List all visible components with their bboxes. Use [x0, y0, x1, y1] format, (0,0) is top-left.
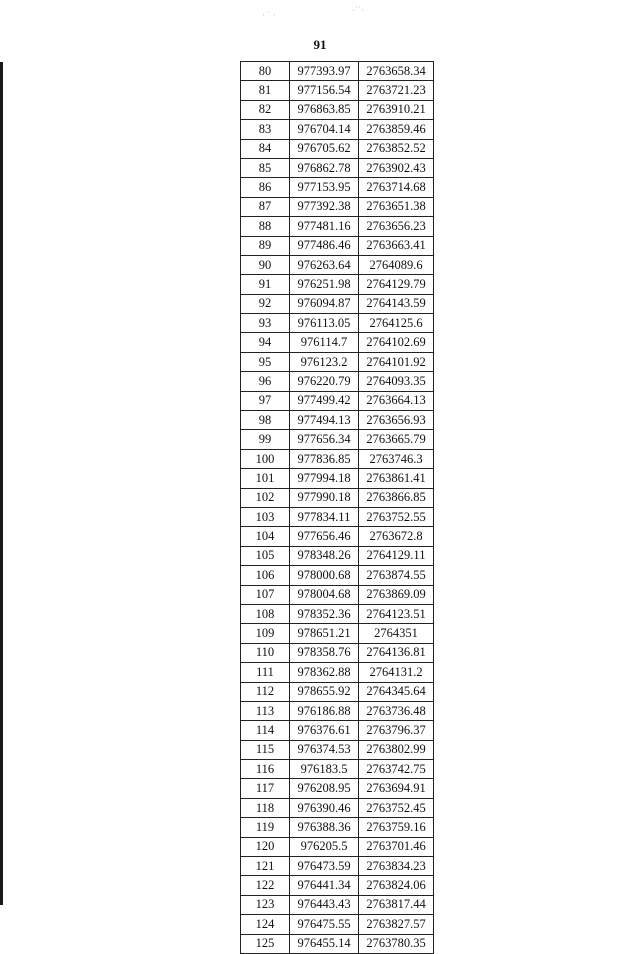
table-row — [241, 255, 434, 274]
y-coordinate-cell: 2764102.69 — [359, 333, 434, 352]
scan-edge-border — [0, 62, 3, 905]
x-coordinate-cell: 976863.85 — [290, 100, 359, 119]
table-row — [241, 624, 434, 643]
y-coordinate-cell: 2763866.85 — [359, 488, 434, 507]
x-coordinate-cell: 977499.42 — [290, 391, 359, 410]
y-coordinate-cell: 2763663.41 — [359, 236, 434, 255]
table-row — [241, 314, 434, 333]
x-coordinate-cell: 978655.92 — [290, 682, 359, 701]
x-coordinate-cell: 978651.21 — [290, 624, 359, 643]
point-number-cell: 84 — [241, 139, 290, 158]
point-number-cell: 109 — [241, 624, 290, 643]
y-coordinate-cell: 2763714.68 — [359, 178, 434, 197]
point-number-cell: 111 — [241, 663, 290, 682]
x-coordinate-cell: 978358.76 — [290, 643, 359, 662]
y-coordinate-cell: 2764089.6 — [359, 255, 434, 274]
table-row — [241, 721, 434, 740]
y-coordinate-cell: 2764143.59 — [359, 294, 434, 313]
point-number-cell: 125 — [241, 934, 290, 953]
point-number-cell: 108 — [241, 604, 290, 623]
x-coordinate-cell: 977836.85 — [290, 449, 359, 468]
point-number-cell: 115 — [241, 740, 290, 759]
x-coordinate-cell: 977834.11 — [290, 507, 359, 526]
y-coordinate-cell: 2763656.23 — [359, 217, 434, 236]
table-row — [241, 663, 434, 682]
table-row — [241, 100, 434, 119]
y-coordinate-cell: 2763665.79 — [359, 430, 434, 449]
point-number-cell: 94 — [241, 333, 290, 352]
y-coordinate-cell: 2763834.23 — [359, 857, 434, 876]
table-row — [241, 217, 434, 236]
point-number-cell: 90 — [241, 255, 290, 274]
x-coordinate-cell: 976388.36 — [290, 818, 359, 837]
x-coordinate-cell: 978362.88 — [290, 663, 359, 682]
y-coordinate-cell: 2764129.79 — [359, 275, 434, 294]
point-number-cell: 97 — [241, 391, 290, 410]
y-coordinate-cell: 2764345.64 — [359, 682, 434, 701]
y-coordinate-cell: 2764129.11 — [359, 546, 434, 565]
y-coordinate-cell: 2763759.16 — [359, 818, 434, 837]
y-coordinate-cell: 2763752.55 — [359, 507, 434, 526]
y-coordinate-cell: 2763910.21 — [359, 100, 434, 119]
y-coordinate-cell: 2763902.43 — [359, 158, 434, 177]
point-number-cell: 117 — [241, 779, 290, 798]
x-coordinate-cell: 976186.88 — [290, 701, 359, 720]
x-coordinate-cell: 977481.16 — [290, 217, 359, 236]
table-row — [241, 333, 434, 352]
x-coordinate-cell: 976443.43 — [290, 895, 359, 914]
table-row — [241, 275, 434, 294]
table-row — [241, 469, 434, 488]
x-coordinate-cell: 976390.46 — [290, 798, 359, 817]
y-coordinate-cell: 2763827.57 — [359, 915, 434, 934]
x-coordinate-cell: 976455.14 — [290, 934, 359, 953]
x-coordinate-cell: 976205.5 — [290, 837, 359, 856]
point-number-cell: 110 — [241, 643, 290, 662]
point-number-cell: 124 — [241, 915, 290, 934]
point-number-cell: 103 — [241, 507, 290, 526]
table-row — [241, 411, 434, 430]
point-number-cell: 98 — [241, 411, 290, 430]
y-coordinate-cell: 2763869.09 — [359, 585, 434, 604]
point-number-cell: 100 — [241, 449, 290, 468]
table-row — [241, 934, 434, 953]
point-number-cell: 81 — [241, 81, 290, 100]
y-coordinate-cell: 2763672.8 — [359, 527, 434, 546]
point-number-cell: 121 — [241, 857, 290, 876]
table-row — [241, 566, 434, 585]
table-row — [241, 682, 434, 701]
point-number-cell: 118 — [241, 798, 290, 817]
y-coordinate-cell: 2763746.3 — [359, 449, 434, 468]
point-number-cell: 83 — [241, 120, 290, 139]
x-coordinate-cell: 978000.68 — [290, 566, 359, 585]
x-coordinate-cell: 976374.53 — [290, 740, 359, 759]
coordinates-table-body — [241, 62, 434, 954]
y-coordinate-cell: 2763721.23 — [359, 81, 434, 100]
x-coordinate-cell: 977486.46 — [290, 236, 359, 255]
point-number-cell: 116 — [241, 760, 290, 779]
x-coordinate-cell: 976123.2 — [290, 352, 359, 371]
table-row — [241, 857, 434, 876]
table-row — [241, 701, 434, 720]
table-row — [241, 507, 434, 526]
x-coordinate-cell: 977656.46 — [290, 527, 359, 546]
y-coordinate-cell: 2763874.55 — [359, 566, 434, 585]
x-coordinate-cell: 976183.5 — [290, 760, 359, 779]
x-coordinate-cell: 976113.05 — [290, 314, 359, 333]
scan-noise: · ˙ · — [262, 10, 276, 20]
x-coordinate-cell: 977990.18 — [290, 488, 359, 507]
y-coordinate-cell: 2763658.34 — [359, 62, 434, 81]
point-number-cell: 86 — [241, 178, 290, 197]
y-coordinate-cell: 2763656.93 — [359, 411, 434, 430]
x-coordinate-cell: 977153.95 — [290, 178, 359, 197]
table-row — [241, 197, 434, 216]
y-coordinate-cell: 2764123.51 — [359, 604, 434, 623]
x-coordinate-cell: 977656.34 — [290, 430, 359, 449]
x-coordinate-cell: 977392.38 — [290, 197, 359, 216]
table-row — [241, 915, 434, 934]
x-coordinate-cell: 977994.18 — [290, 469, 359, 488]
point-number-cell: 91 — [241, 275, 290, 294]
x-coordinate-cell: 976094.87 — [290, 294, 359, 313]
x-coordinate-cell: 978348.26 — [290, 546, 359, 565]
point-number-cell: 95 — [241, 352, 290, 371]
x-coordinate-cell: 976114.7 — [290, 333, 359, 352]
table-row — [241, 372, 434, 391]
point-number-cell: 92 — [241, 294, 290, 313]
table-row — [241, 449, 434, 468]
y-coordinate-cell: 2763796.37 — [359, 721, 434, 740]
point-number-cell: 102 — [241, 488, 290, 507]
point-number-cell: 113 — [241, 701, 290, 720]
table-row — [241, 294, 434, 313]
point-number-cell: 85 — [241, 158, 290, 177]
x-coordinate-cell: 976208.95 — [290, 779, 359, 798]
point-number-cell: 96 — [241, 372, 290, 391]
y-coordinate-cell: 2763752.45 — [359, 798, 434, 817]
y-coordinate-cell: 2763859.46 — [359, 120, 434, 139]
y-coordinate-cell: 2764351 — [359, 624, 434, 643]
y-coordinate-cell: 2764136.81 — [359, 643, 434, 662]
x-coordinate-cell: 976263.64 — [290, 255, 359, 274]
table-row — [241, 643, 434, 662]
table-row — [241, 585, 434, 604]
y-coordinate-cell: 2763701.46 — [359, 837, 434, 856]
y-coordinate-cell: 2764131.2 — [359, 663, 434, 682]
table-row — [241, 604, 434, 623]
y-coordinate-cell: 2763824.06 — [359, 876, 434, 895]
y-coordinate-cell: 2763651.38 — [359, 197, 434, 216]
y-coordinate-cell: 2763736.48 — [359, 701, 434, 720]
y-coordinate-cell: 2763780.35 — [359, 934, 434, 953]
table-row — [241, 62, 434, 81]
table-row — [241, 876, 434, 895]
table-row — [241, 837, 434, 856]
coordinates-table — [240, 61, 434, 954]
table-row — [241, 391, 434, 410]
point-number-cell: 112 — [241, 682, 290, 701]
table-row — [241, 527, 434, 546]
point-number-cell: 89 — [241, 236, 290, 255]
table-row — [241, 546, 434, 565]
y-coordinate-cell: 2764125.6 — [359, 314, 434, 333]
table-row — [241, 798, 434, 817]
point-number-cell: 106 — [241, 566, 290, 585]
point-number-cell: 87 — [241, 197, 290, 216]
point-number-cell: 99 — [241, 430, 290, 449]
table-row — [241, 760, 434, 779]
x-coordinate-cell: 976376.61 — [290, 721, 359, 740]
point-number-cell: 114 — [241, 721, 290, 740]
point-number-cell: 80 — [241, 62, 290, 81]
table-row — [241, 352, 434, 371]
table-row — [241, 158, 434, 177]
table-row — [241, 740, 434, 759]
point-number-cell: 122 — [241, 876, 290, 895]
x-coordinate-cell: 977494.13 — [290, 411, 359, 430]
table-row — [241, 178, 434, 197]
point-number-cell: 82 — [241, 100, 290, 119]
x-coordinate-cell: 976441.34 — [290, 876, 359, 895]
x-coordinate-cell: 976220.79 — [290, 372, 359, 391]
table-row — [241, 120, 434, 139]
x-coordinate-cell: 978004.68 — [290, 585, 359, 604]
point-number-cell: 119 — [241, 818, 290, 837]
y-coordinate-cell: 2763852.52 — [359, 139, 434, 158]
scan-noise: ·˙˙· — [352, 5, 364, 15]
point-number-cell: 88 — [241, 217, 290, 236]
table-row — [241, 236, 434, 255]
point-number-cell: 123 — [241, 895, 290, 914]
x-coordinate-cell: 976251.98 — [290, 275, 359, 294]
table-row — [241, 81, 434, 100]
point-number-cell: 101 — [241, 469, 290, 488]
x-coordinate-cell: 976705.62 — [290, 139, 359, 158]
y-coordinate-cell: 2763742.75 — [359, 760, 434, 779]
point-number-cell: 120 — [241, 837, 290, 856]
table-row — [241, 818, 434, 837]
point-number-cell: 107 — [241, 585, 290, 604]
x-coordinate-cell: 978352.36 — [290, 604, 359, 623]
x-coordinate-cell: 976704.14 — [290, 120, 359, 139]
page-number: 91 — [313, 37, 327, 52]
y-coordinate-cell: 2763861.41 — [359, 469, 434, 488]
x-coordinate-cell: 976862.78 — [290, 158, 359, 177]
table-row — [241, 779, 434, 798]
point-number-cell: 105 — [241, 546, 290, 565]
x-coordinate-cell: 977393.97 — [290, 62, 359, 81]
y-coordinate-cell: 2763694.91 — [359, 779, 434, 798]
y-coordinate-cell: 2763802.99 — [359, 740, 434, 759]
point-number-cell: 104 — [241, 527, 290, 546]
table-row — [241, 488, 434, 507]
y-coordinate-cell: 2764101.92 — [359, 352, 434, 371]
y-coordinate-cell: 2763664.13 — [359, 391, 434, 410]
table-row — [241, 430, 434, 449]
table-row — [241, 139, 434, 158]
y-coordinate-cell: 2764093.35 — [359, 372, 434, 391]
y-coordinate-cell: 2763817.44 — [359, 895, 434, 914]
point-number-cell: 93 — [241, 314, 290, 333]
x-coordinate-cell: 977156.54 — [290, 81, 359, 100]
x-coordinate-cell: 976473.59 — [290, 857, 359, 876]
x-coordinate-cell: 976475.55 — [290, 915, 359, 934]
